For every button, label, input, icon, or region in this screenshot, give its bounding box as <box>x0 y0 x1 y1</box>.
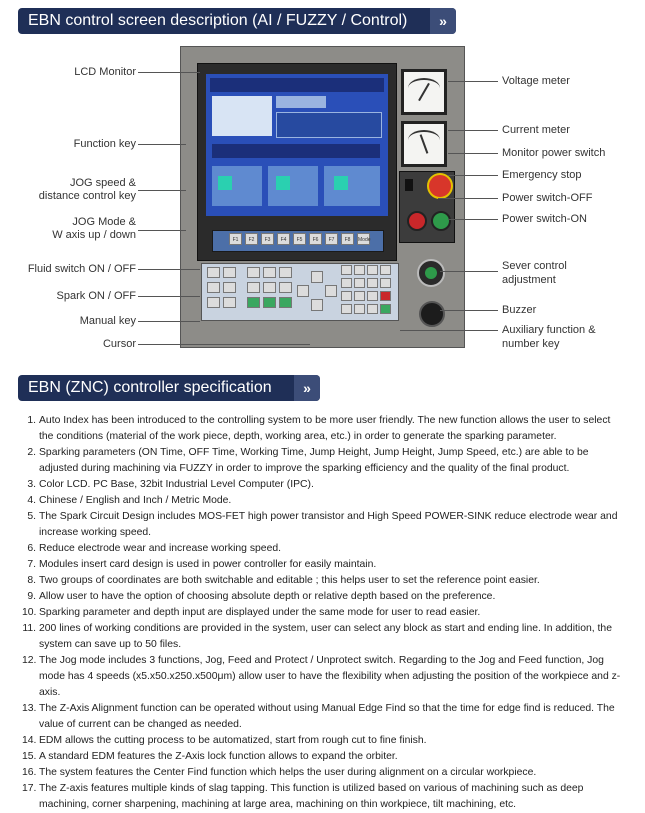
leader-line <box>448 130 498 131</box>
spec-item-number: 9. <box>27 591 36 602</box>
label-power-off: Power switch-OFF <box>502 192 593 204</box>
function-key[interactable]: Mode <box>357 233 370 245</box>
current-meter <box>401 121 447 167</box>
lcd-monitor <box>197 63 397 261</box>
function-key[interactable]: F5 <box>293 233 306 245</box>
section-header-control-screen <box>18 8 456 34</box>
spec-item-text: Allow user to have the option of choosing absolute depth or relative depth based on the preference. <box>39 591 496 602</box>
spec-item <box>22 749 627 765</box>
manual-key[interactable] <box>279 267 292 278</box>
leader-line <box>440 310 498 311</box>
label-buzzer: Buzzer <box>502 304 537 316</box>
label-manual-key: Manual key <box>79 315 136 327</box>
label-cursor: Cursor <box>102 338 136 350</box>
spec-item-number: 17. <box>22 783 37 794</box>
spec-item <box>22 653 627 701</box>
spec-item-text: Color LCD. PC Base, 32bit Industrial Level Computer (IPC). <box>39 479 314 490</box>
label-voltage-meter: Voltage meter <box>502 75 570 87</box>
number-key[interactable] <box>341 291 352 301</box>
leader-line <box>138 72 200 73</box>
leader-line <box>138 321 200 322</box>
number-key[interactable] <box>367 265 378 275</box>
jog-key[interactable] <box>223 267 236 278</box>
spec-item-text: The Jog mode includes 3 functions, Jog, Feed and Protect / Unprotect switch. Regarding to the Jog and Feed function, Jog mode has 4 speeds (x5.x50.x250.x500μm) allow user to have the flexibility when adjusting the position of the workpiece and z-axis. <box>39 655 621 698</box>
spec-item <box>22 733 627 749</box>
spec-item-text: 200 lines of working conditions are provided in the system, user can select any block as start and ending line. In addition, the system can save up to 50 files. <box>39 623 612 650</box>
number-key[interactable] <box>380 291 391 301</box>
spec-item-text: Two groups of coordinates are both switchable and editable ; this helps user to set the reference point easier. <box>39 575 540 586</box>
spec-item-number: 15. <box>22 751 37 762</box>
cursor-up-key[interactable] <box>311 271 323 283</box>
function-key[interactable]: F2 <box>245 233 258 245</box>
label-emergency-stop: Emergency stop <box>502 169 582 181</box>
jog-key[interactable] <box>207 297 220 308</box>
number-key[interactable] <box>341 265 352 275</box>
spec-item-number: 8. <box>27 575 36 586</box>
label-servo-control: Sever control adjustment <box>502 260 567 286</box>
label-power-on: Power switch-ON <box>502 213 587 225</box>
number-key[interactable] <box>380 265 391 275</box>
cursor-down-key[interactable] <box>311 299 323 311</box>
jog-key[interactable] <box>223 297 236 308</box>
leader-line <box>448 219 498 220</box>
label-spark-on-off: Spark ON / OFF <box>56 290 136 302</box>
manual-key[interactable] <box>263 267 276 278</box>
manual-key[interactable] <box>247 267 260 278</box>
function-key[interactable]: F1 <box>229 233 242 245</box>
spec-item-number: 6. <box>27 543 36 554</box>
power-off-button[interactable] <box>407 211 427 231</box>
spec-item-number: 3. <box>27 479 36 490</box>
leader-line <box>138 269 200 270</box>
number-key[interactable] <box>367 291 378 301</box>
spec-item-number: 7. <box>27 559 36 570</box>
leader-line <box>448 81 498 82</box>
label-function-key: Function key <box>73 138 136 150</box>
spec-item <box>22 573 627 589</box>
voltage-meter <box>401 69 447 115</box>
servo-control-knob[interactable] <box>417 259 445 287</box>
label-fluid-switch: Fluid switch ON / OFF <box>27 263 136 275</box>
spec-item-text: Auto Index has been introduced to the controlling system to be more user friendly. The new function allows the user to select the conditions (material of the work piece, depth, working area, etc.) in order to generate the sparking parameter. <box>39 415 611 442</box>
spec-item-text: The Z-axis features multiple kinds of slag tapping. This function is utilized based on various of machining such as deep machining, corner sharpening, machining at large area, machining on thin workpiece, tilt machining, etc. <box>39 783 584 810</box>
spec-item-text: EDM allows the cutting process to be automatized, start from rough cut to fine finish. <box>39 735 427 746</box>
number-key[interactable] <box>380 304 391 314</box>
cursor-left-key[interactable] <box>297 285 309 297</box>
spec-item <box>22 589 627 605</box>
spec-item-number: 5. <box>27 511 36 522</box>
leader-line <box>448 153 498 154</box>
jog-key[interactable] <box>223 282 236 293</box>
label-lcd-monitor: LCD Monitor <box>74 66 136 78</box>
spec-item <box>22 701 627 733</box>
spec-item <box>22 541 627 557</box>
number-key[interactable] <box>367 278 378 288</box>
leader-line <box>448 175 498 176</box>
number-key[interactable] <box>341 278 352 288</box>
number-key[interactable] <box>354 278 365 288</box>
label-jog-speed: JOG speed & distance control key <box>38 177 136 202</box>
controller-panel-image <box>180 46 465 348</box>
leader-line <box>400 330 498 331</box>
lcd-screen <box>206 74 388 216</box>
power-on-button[interactable] <box>431 211 451 231</box>
section-title: EBN control screen description (AI / FUZZY / Control) <box>28 12 408 29</box>
leader-line <box>138 144 186 145</box>
label-current-meter: Current meter <box>502 124 570 136</box>
double-chevron-right-icon: » <box>430 8 456 34</box>
manual-key[interactable] <box>263 297 276 308</box>
manual-key[interactable] <box>247 282 260 293</box>
spec-item-number: 16. <box>22 767 37 778</box>
leader-line <box>438 198 498 199</box>
spec-item-number: 10. <box>22 607 37 618</box>
section-title: EBN (ZNC) controller specification <box>28 379 272 396</box>
leader-line <box>138 230 186 231</box>
label-monitor-power-switch: Monitor power switch <box>502 147 606 159</box>
leader-line <box>138 296 200 297</box>
number-key[interactable] <box>354 265 365 275</box>
function-key[interactable]: F4 <box>277 233 290 245</box>
monitor-power-switch[interactable] <box>405 179 413 191</box>
spec-item <box>22 509 627 541</box>
specification-list <box>22 413 627 813</box>
function-key[interactable]: F7 <box>325 233 338 245</box>
leader-line <box>138 190 186 191</box>
spec-item-text: The system features the Center Find function which helps the user during alignment on a circular workpiece. <box>39 767 537 778</box>
spec-item-text: A standard EDM features the Z-Axis lock function allows to expand the orbiter. <box>39 751 398 762</box>
emergency-stop-button[interactable] <box>427 173 453 199</box>
spec-item <box>22 765 627 781</box>
label-auxiliary-key: Auxiliary function & number key <box>502 324 596 350</box>
spec-item-number: 12. <box>22 655 37 666</box>
spec-item-text: The Spark Circuit Design includes MOS-FET high power transistor and High Speed POWER-SINK reduce electrode wear and increase working speed. <box>39 511 618 538</box>
manual-key[interactable] <box>263 282 276 293</box>
number-key[interactable] <box>380 278 391 288</box>
spec-item-number: 11. <box>22 623 36 634</box>
jog-key[interactable] <box>207 267 220 278</box>
buzzer <box>419 301 445 327</box>
number-key[interactable] <box>354 304 365 314</box>
function-key[interactable]: F3 <box>261 233 274 245</box>
number-key[interactable] <box>367 304 378 314</box>
spec-item <box>22 621 627 653</box>
spec-item-text: Sparking parameters (ON Time, OFF Time, Working Time, Jump Height, Jump Height, Jump Speed, etc.) are able to be adjusted during machining via FUZZY in order to improve the sparking efficiency and the quality of the final product. <box>39 447 589 474</box>
spec-item-number: 4. <box>27 495 36 506</box>
section-header-specification <box>18 375 320 401</box>
spec-item <box>22 413 627 445</box>
spec-item-text: Reduce electrode wear and increase working speed. <box>39 543 282 554</box>
number-key[interactable] <box>354 291 365 301</box>
spec-item-text: Chinese / English and Inch / Metric Mode. <box>39 495 232 506</box>
function-key[interactable]: F6 <box>309 233 322 245</box>
label-jog-mode: JOG Mode & W axis up / down <box>52 216 136 241</box>
spec-item <box>22 781 627 813</box>
spec-item <box>22 557 627 573</box>
leader-line <box>440 271 498 272</box>
spec-item-number: 13. <box>22 703 37 714</box>
spec-item-number: 1. <box>27 415 36 426</box>
leader-line <box>138 344 310 345</box>
spec-item <box>22 493 627 509</box>
double-chevron-right-icon: » <box>294 375 320 401</box>
spec-item <box>22 477 627 493</box>
spec-item-number: 2. <box>27 447 36 458</box>
spec-item <box>22 445 627 477</box>
manual-key[interactable] <box>279 297 292 308</box>
jog-key[interactable] <box>207 282 220 293</box>
spec-item-number: 14. <box>22 735 37 746</box>
spec-item-text: Modules insert card design is used in power controller for easily maintain. <box>39 559 377 570</box>
manual-key[interactable] <box>247 297 260 308</box>
manual-key[interactable] <box>279 282 292 293</box>
spec-item <box>22 605 627 621</box>
function-key[interactable]: F8 <box>341 233 354 245</box>
cursor-right-key[interactable] <box>325 285 337 297</box>
spec-item-text: The Z-Axis Alignment function can be operated without using Manual Edge Find so that the time for edge find is reduced. The value of current can be changed as needed. <box>39 703 615 730</box>
spec-item-text: Sparking parameter and depth input are displayed under the same mode for user to read easier. <box>39 607 481 618</box>
number-key[interactable] <box>341 304 352 314</box>
